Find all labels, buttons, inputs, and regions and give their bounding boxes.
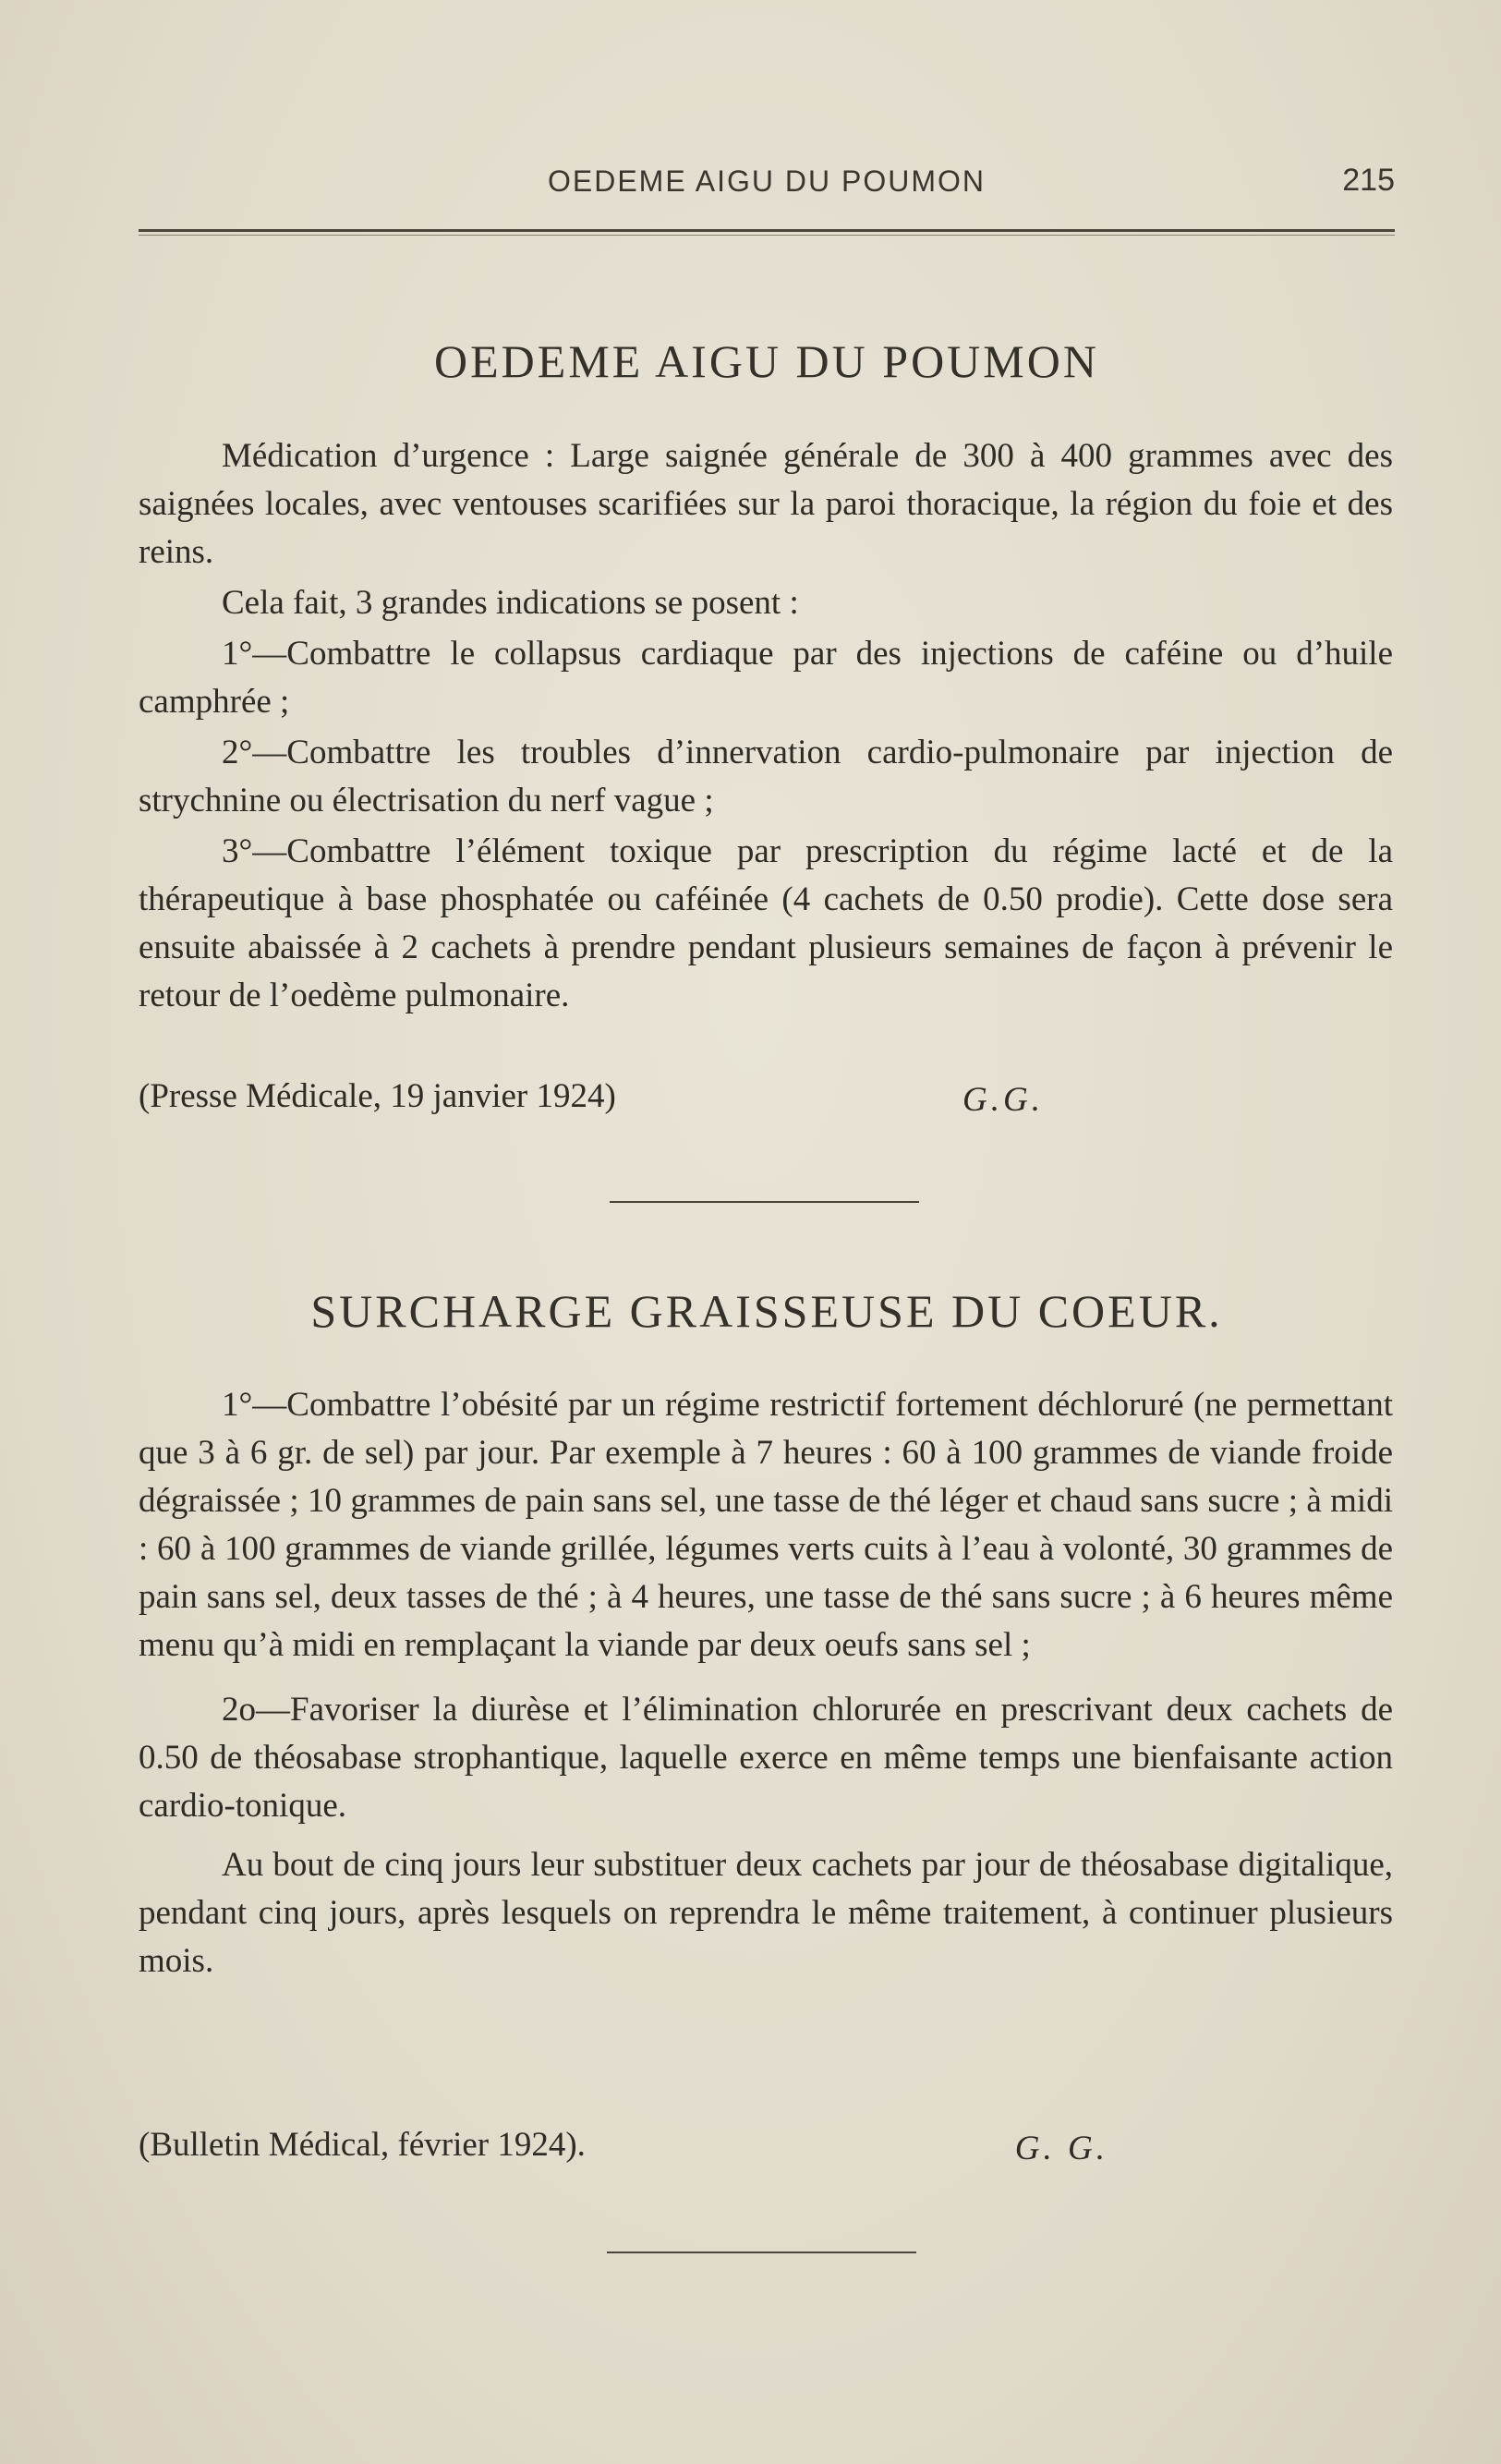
article2-paragraph-2: 2o—Favoriser la diurèse et l’élimination chlorurée en prescrivant deux cachets de 0.50 de théosabase strophantique, laquelle exerce en même temps une bienfaisante action cardio-tonique. (139, 1691, 1393, 1825)
article2-paragraph-3: Au bout de cinq jours leur substituer deux cachets par jour de théosabase digitalique, pendant cinq jours, après lesquels on reprendra le même traitement, à continuer plusieurs mois. (139, 1846, 1393, 1980)
article2-source: (Bulletin Médical, février 1924). (139, 2126, 586, 2164)
page-number: 215 (1342, 163, 1395, 198)
article2-title: SURCHARGE GRAISSEUSE DU COEUR. (310, 1285, 1223, 1337)
article1-paragraph-4: 2°—Combattre les troubles d’innervation cardio-pulmonaire par injection de strychnine ou électrisation du nerf vague ; (139, 734, 1393, 819)
end-divider (607, 2252, 916, 2253)
article1-title: OEDEME AIGU DU POUMON (434, 335, 1099, 387)
article1-citation (139, 1076, 1293, 1124)
article2-initials: G. G. (1014, 2130, 1108, 2167)
section-divider (610, 1201, 919, 1203)
header-rule (139, 229, 1395, 232)
running-head-title: OEDEME AIGU DU POUMON (547, 164, 987, 198)
running-head (139, 164, 1395, 211)
article2-citation (139, 2125, 1293, 2173)
article1-body (139, 432, 1393, 1020)
article2-paragraph-1: 1°—Combattre l’obésité par un régime restrictif fortement déchloruré (ne permettant que 3 à 6 gr. de sel) par jour. Par exemple à 7 heures : 60 à 100 grammes de viande froide dégraissée ; 10 grammes de pain sans sel, une tasse de thé léger et chaud sans sucre ; à midi : 60 à 100 grammes de viande grillée, légumes verts cuits à l’eau à volonté, 30 grammes de pain sans sel, deux tasses de thé ; à 4 heures, une tasse de thé sans sucre ; à 6 heures même menu qu’à midi en remplaçant la viande par deux oeufs sans sel ; (139, 1386, 1393, 1664)
article1-paragraph-1: Médication d’urgence : Large saignée générale de 300 à 400 grammes avec des saignées locales, avec ventouses scarifiées sur la paroi thoracique, la région du foie et des reins. (139, 437, 1393, 571)
article1-source: (Presse Médicale, 19 janvier 1924) (139, 1077, 616, 1115)
article1-paragraph-3: 1°—Combattre le collapsus cardiaque par des injections de caféine ou d’huile camphrée ; (139, 635, 1393, 721)
article1-paragraph-2: Cela fait, 3 grandes indications se posent : (222, 584, 799, 622)
article2-body (139, 1381, 1393, 1988)
article1-initials: G.G. (962, 1081, 1044, 1119)
article1-paragraph-5: 3°—Combattre l’élément toxique par prescription du régime lacté et de la thérapeutique à base phosphatée ou caféinée (4 cachets de 0.50 prodie). Cette dose sera ensuite abaissée à 2 cachets à prendre pendant plusieurs semaines de façon à prévenir le retour de l’oedème pulmonaire. (139, 832, 1393, 1014)
